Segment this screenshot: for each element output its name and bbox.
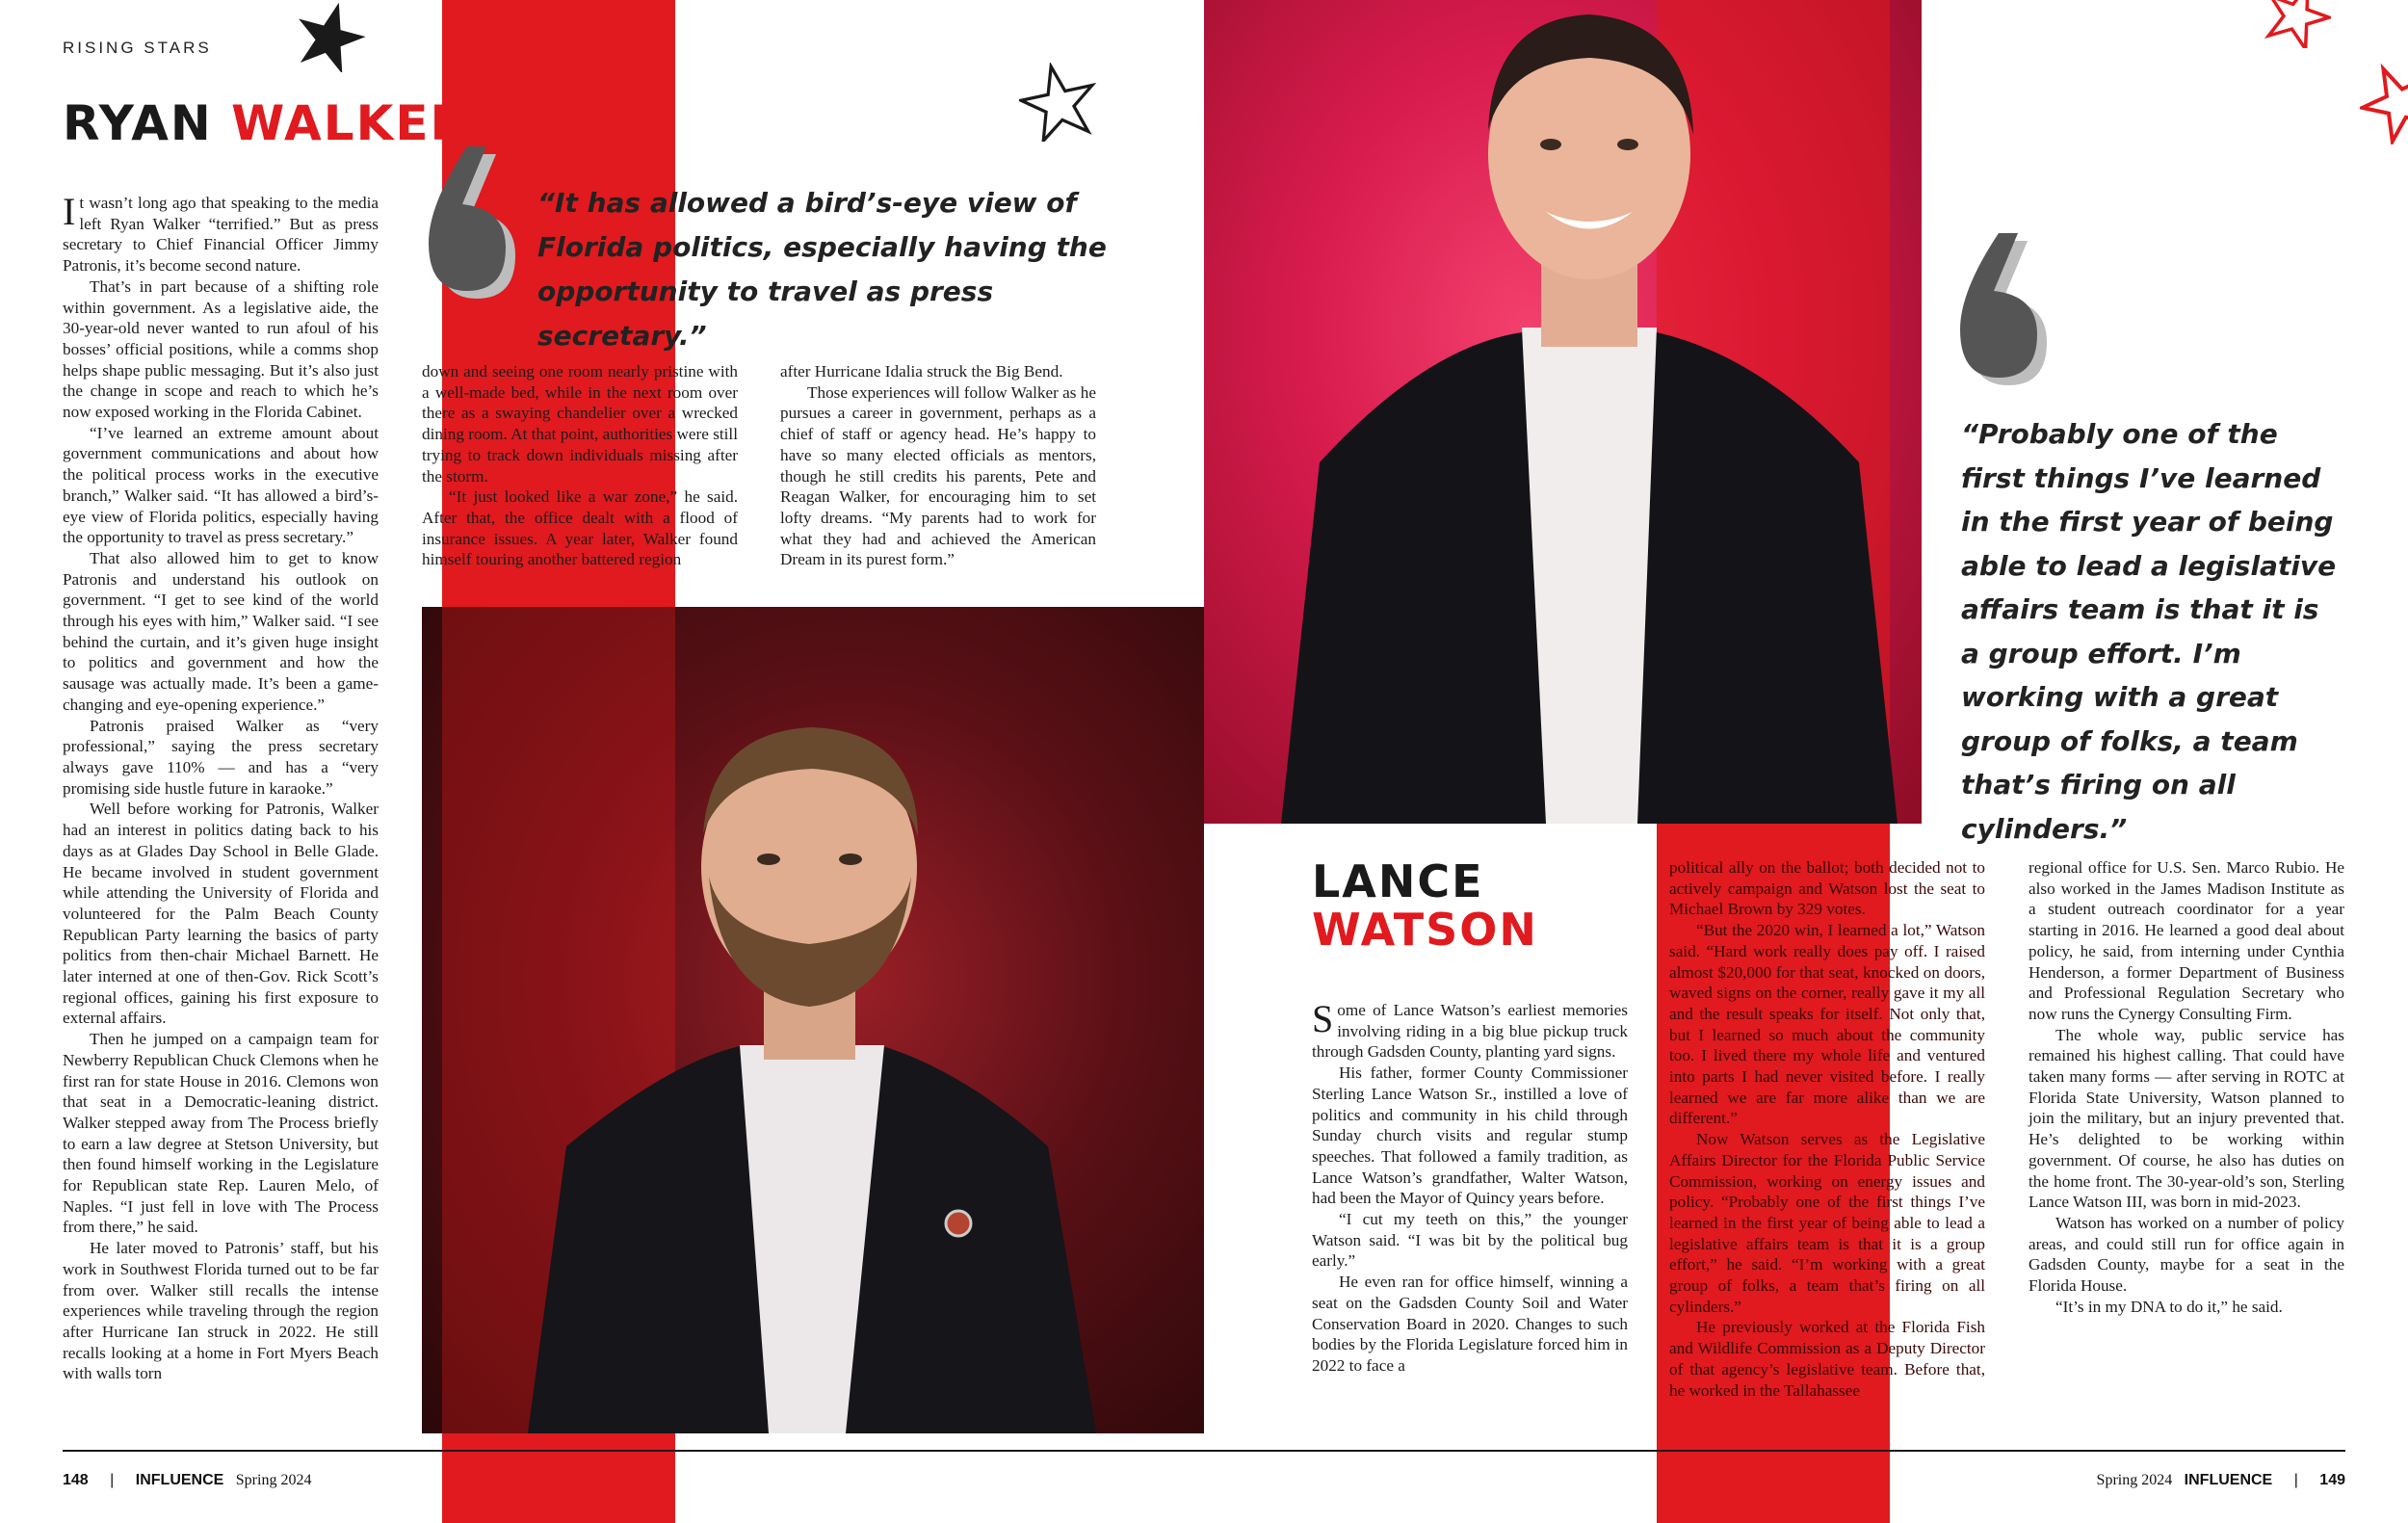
paragraph: The whole way, public service has remained his highest calling. That could have taken many forms — after serving in ROTC at Florida State University, Watson planned to join the military, but an injury prevented that. He’s delighted to be working within government. Of course, he also has duties on the home front. The 30-year-old’s son, Sterling Lance Watson III, was born in mid-2023. [2028,1025,2344,1212]
star-outline-icon [2264,0,2331,48]
article-walker-col2 [422,361,738,570]
star-outline-icon [2360,58,2408,144]
quote-mark-icon [424,144,520,308]
article-watson-col1 [1312,997,1628,1377]
headline-last: WALKER [231,95,470,151]
page-number: 148 [63,1472,89,1488]
portrait-watson [1204,0,1922,824]
paragraph: Then he jumped on a campaign team for Newberry Republican Chuck Clemons when he first ran for state House in 2016. Clemons won that seat in a Democratic-leaning district. Walker stepped away from The Process briefly to earn a law degree at Stetson University, but then found himself working in the Legislature for Republican state Rep. Lauren Melo, of Naples. “I just fell in love with The Process from there,” he said. [63,1030,379,1237]
paragraph: That also allowed him to get to know Patronis and understand his outlook on government. “I get to see kind of the world through his eyes with him,” Walker said. “I see behind the curtain, and it’s given huge insight to politics and government and how the sausage was actually made. It’s been a game-changing and eye-opening experience.” [63,548,379,714]
footer-left: 148 | INFLUENCE Spring 2024 [63,1472,312,1488]
paragraph: That’s in part because of a shifting role within government. As a legislative aide, the 30-year-old never wanted to run afoul of his bosses’ official positions, while a comms shop helps shape public messaging. But it’s also just the change in scope and reach to which he’s now exposed working in the Florida Cabinet. [63,276,379,422]
headline-last: WATSON [1312,904,1538,956]
paragraph: “It just looked like a war zone,” he said. After that, the office dealt with a flood of insurance issues. A year later, Walker found himself touring another battered region [422,487,738,569]
headline-lance-watson [1312,857,1538,954]
paragraph: political ally on the ballot; both decided not to actively campaign and Watson lost the seat to Michael Brown by 329 votes. [1669,858,1985,919]
issue-season: Spring 2024 [2096,1472,2173,1488]
footer-rule [63,1450,2345,1452]
paragraph: down and seeing one room nearly pristine with a well-made bed, while in the next room over there as a swaying chandelier over a wrecked dining room. At that point, authorities were still trying to track down individuals missing after the storm. [422,362,738,486]
article-walker-col3 [780,361,1096,570]
photo-lance-watson [1204,0,1922,824]
paragraph: “I cut my teeth on this,” the younger Watson said. “I was bit by the political bug early.” [1312,1210,1628,1271]
publication-name: INFLUENCE [135,1472,224,1488]
headline-first: LANCE [1312,855,1484,907]
paragraph: His father, former County Commissioner Sterling Lance Watson Sr., instilled a love of politics and community in his child through Sunday church visits and regular stump speeches. That followed a family tradition, as Lance Watson’s grandfather, Walter Watson, had been the Mayor of Quincy years before. [1312,1063,1628,1208]
drop-cap: I [63,190,76,233]
paragraph: He later moved to Patronis’ staff, but his work in Southwest Florida turned out to be far from over. Walker still recalls the intense experiences while traveling through the region after Hurricane Ian struck in 2022. He still recalls looking at a home in Fort Myers Beach with walls torn [63,1239,379,1383]
paragraph: “I’ve learned an extreme amount about government communications and about how the political process works in the executive branch,” Walker said. “It has allowed a bird’s-eye view of Florida politics, especially having the opportunity to travel as press secretary.” [63,423,379,547]
quote-mark-icon [1955,231,2052,395]
page-number: 149 [2319,1472,2345,1488]
paragraph: “But the 2020 win, I learned a lot,” Watson said. “Hard work really does pay off. I raised almost $20,000 for that seat, knocked on doors, waved signs on the corner, really gave it my all and the result speaks for itself. Not only that, but I learned so much about the community too. I lived there my whole life and ventured into parts I had never visited before. I really learned we are far more alike than we are different.” [1669,921,1985,1128]
paragraph: t wasn’t long ago that speaking to the media left Ryan Walker “terrified.” But as press secretary to Chief Financial Officer Jimmy Patronis, it’s become second nature. [63,194,379,276]
headline-first: RYAN [63,95,213,151]
footer-right: Spring 2024 INFLUENCE | 149 [2096,1472,2345,1488]
section-kicker: RISING STARS [63,39,212,57]
pull-quote-watson: “Probably one of the first things I’ve learned in the first year of being able to lead a legislative affairs team is that it is a group effort. I’m working with a great group of folks, a team that’s firing on all cylinders.” [1961,418,2337,845]
paragraph: ome of Lance Watson’s earliest memories involving riding in a big blue pickup truck through Gadsden County, planting yard signs. [1312,1001,1628,1062]
article-watson-col2 [1669,857,1985,1401]
pull-quote-walker: “It has allowed a bird’s-eye view of Florida politics, especially having the opportunity to travel as press secretary.” [537,187,1107,352]
drop-cap: S [1312,997,1334,1040]
paragraph: Now Watson serves as the Legislative Affairs Director for the Florida Public Service Commission, working on energy issues and policy. “Probably one of the first things I’ve learned in the first year of being able to lead a legislative affairs team is that it is a group effort,” he said. “I’m working with a great group of folks, a team that’s firing on all cylinders.” [1669,1130,1985,1316]
paragraph: after Hurricane Idalia struck the Big Bend. [780,362,1063,381]
publication-name: INFLUENCE [2184,1472,2273,1488]
paragraph: He previously worked at the Florida Fish and Wildlife Commission as a Deputy Director of that agency’s legislative team. Before that, he worked in the Tallahassee [1669,1318,1985,1400]
headline-ryan-walker [63,94,469,152]
paragraph: Watson has worked on a number of policy areas, and could still run for office again in Gadsden County, maybe for a seat in the Florida House. [2028,1213,2344,1296]
star-icon [294,0,366,72]
star-outline-icon [1019,63,1098,142]
paragraph: He even ran for office himself, winning a seat on the Gadsden County Soil and Water Conservation Board in 2020. Changes to such bodies by the Florida Legislature forced him in 2022 to face a [1312,1273,1628,1375]
photo-ryan-walker [422,607,1204,1433]
portrait-walker [422,607,1204,1433]
issue-season: Spring 2024 [235,1472,312,1488]
paragraph: Those experiences will follow Walker as he pursues a career in government, perhaps as a chief of staff or agency head. He’s happy to have so many elected officials as mentors, though he still credits his parents, Pete and Reagan Walker, for encouraging him to set lofty dreams. “My parents had to work for what they had and achieved the American Dream in its purest form.” [780,382,1096,569]
article-watson-col3 [2028,857,2344,1317]
paragraph: “It’s in my DNA to do it,” he said. [2055,1297,2283,1316]
article-walker-col1 [63,190,379,1384]
paragraph: Patronis praised Walker as “very professional,” saying the press secretary always gave 110% — and has a “very promising side hustle future in karaoke.” [63,716,379,798]
paragraph: regional office for U.S. Sen. Marco Rubio. He also worked in the James Madison Institute as a student outreach coordinator for a year starting in 2016. He learned a good deal about policy, he said, from interning under Cynthia Henderson, a former Department of Business and Professional Regulation Secretary who now runs the Cynergy Consulting Firm. [2028,858,2344,1023]
paragraph: Well before working for Patronis, Walker had an interest in politics dating back to his days as at Glades Day School in Belle Glade. He became involved in student government while attending the University of Florida and volunteered for the Palm Beach County Republican Party learning the basics of party politics from then-chair Michael Barnett. He later interned at one of then-Gov. Rick Scott’s regional offices, gaining his first exposure to external affairs. [63,800,379,1028]
